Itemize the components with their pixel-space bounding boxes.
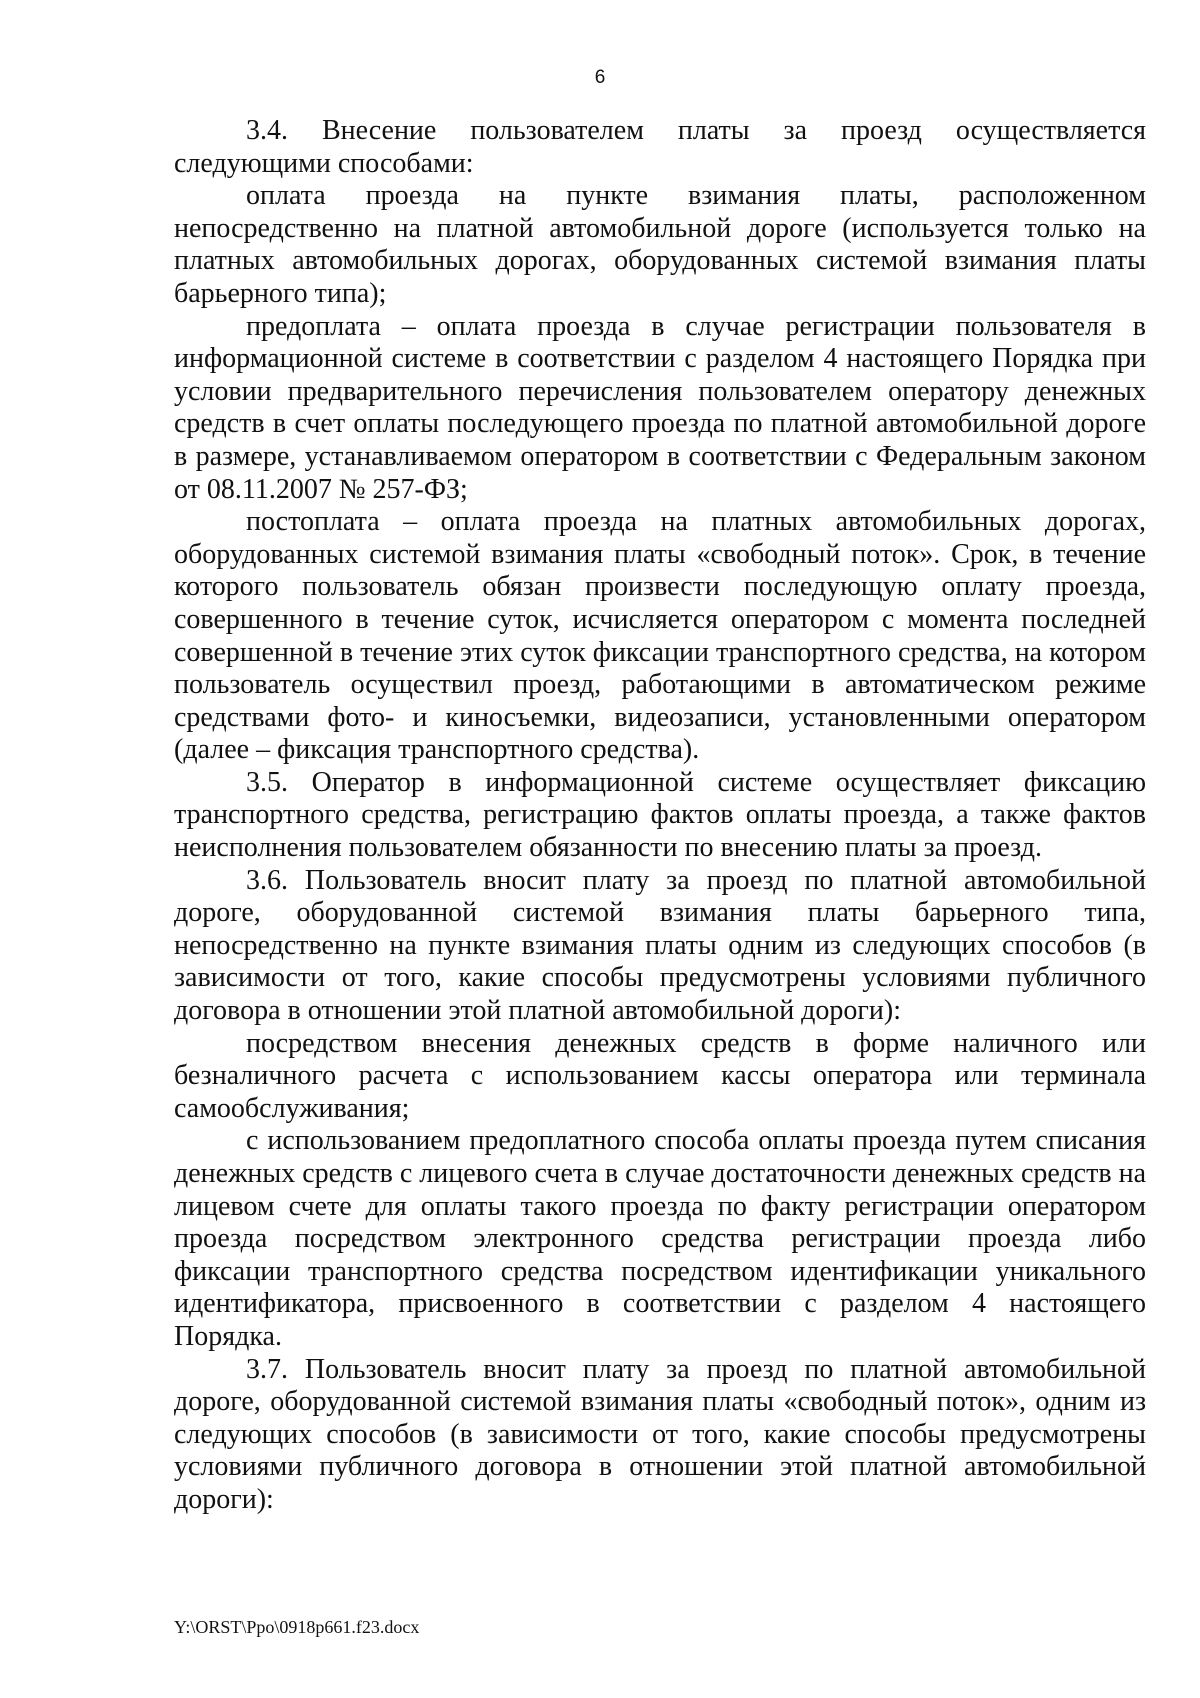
paragraph-payment-at-toll-point: оплата проезда на пункте взимания платы, расположенном непосредственно на платной автомобильной дороге (используется только на платных автомобильных дорогах, оборудованных системой взимания платы барьерного типа); (174, 180, 1146, 309)
document-body (174, 115, 1146, 1517)
paragraph-postpayment: постоплата – оплата проезда на платных автомобильных дорогах, оборудованных системой взимания платы «свободный поток». Срок, в течение которого пользователь обязан произвести последующую оплату проезда, совершенного в течение суток, исчисляется оператором с момента последней совершенной в течение этих суток фиксации транспортного средства, на котором пользователь осуществил проезд, работающими в автоматическом режиме средствами фото- и киносъемки, видеозаписи, установленными оператором (далее – фиксация транспортного средства). (174, 506, 1146, 766)
paragraph-3-7: 3.7. Пользователь вносит плату за проезд по платной автомобильной дороге, оборудованной системой взимания платы «свободный поток», одним из следующих способов (в зависимости от того, какие способы предусмотрены условиями публичного договора в отношении этой платной автомобильной дороги): (174, 1353, 1146, 1515)
page-number: 6 (594, 67, 606, 88)
paragraph-prepaid-method: с использованием предоплатного способа оплаты проезда путем списания денежных средств с лицевого счета в случае достаточности денежных средств на лицевом счете для оплаты такого проезда по факту регистрации оператором проезда посредством электронного средства регистрации проезда либо фиксации транспортного средства посредством идентификации уникального идентификатора, присвоенного в соответствии с разделом 4 настоящего Порядка. (174, 1125, 1146, 1352)
paragraph-cash-or-cashless: посредством внесения денежных средств в форме наличного или безналичного расчета с использованием кассы оператора или терминала самообслуживания; (174, 1027, 1146, 1124)
footer-file-path: Y:\ORST\Ppo\0918p661.f23.docx (174, 1617, 420, 1637)
paragraph-3-5: 3.5. Оператор в информационной системе осуществляет фиксацию транспортного средства, регистрацию фактов оплаты проезда, а также фактов неисполнения пользователем обязанности по внесению платы за проезд. (174, 766, 1146, 864)
paragraph-prepayment: предоплата – оплата проезда в случае регистрации пользователя в информационной системе в соответствии с разделом 4 настоящего Порядка при условии предварительного перечисления пользователем оператору денежных средств в счет оплаты последующего проезда по платной автомобильной дороге в размере, устанавливаемом оператором в соответствии с Федеральным законом от 08.11.2007 № 257-ФЗ; (174, 310, 1146, 505)
paragraph-3-6: 3.6. Пользователь вносит плату за проезд по платной автомобильной дороге, оборудованной системой взимания платы барьерного типа, непосредственно на пункте взимания платы одним из следующих способов (в зависимости от того, какие способы предусмотрены условиями публичного договора в отношении этой платной автомобильной дороги): (174, 864, 1146, 1027)
paragraph-3-4: 3.4. Внесение пользователем платы за проезд осуществляется следующими способами: (174, 115, 1146, 179)
